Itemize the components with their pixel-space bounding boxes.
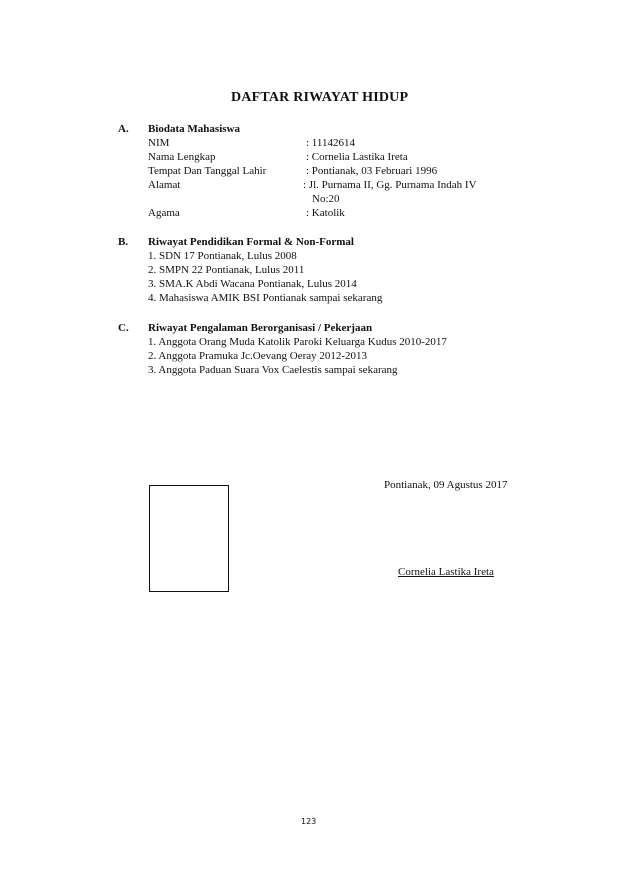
page-number: 123	[301, 817, 317, 826]
section-a-heading: Biodata Mahasiswa	[148, 123, 240, 135]
section-b-heading: Riwayat Pendidikan Formal & Non-Formal	[148, 236, 354, 248]
section-b-letter: B.	[118, 236, 129, 248]
field-value-nim: : 11142614	[306, 137, 355, 149]
field-label-agama: Agama	[148, 207, 180, 219]
list-item: 3. Anggota Paduan Suara Vox Caelestis sampai sekarang	[148, 364, 398, 376]
photo-placeholder	[149, 485, 229, 592]
field-label-ttl: Tempat Dan Tanggal Lahir	[148, 165, 267, 177]
section-a-letter: A.	[118, 123, 129, 135]
section-c-heading: Riwayat Pengalaman Berorganisasi / Pekerjaan	[148, 322, 373, 334]
list-item: 1. Anggota Orang Muda Katolik Paroki Keluarga Kudus 2010-2017	[148, 336, 447, 348]
field-value-alamat-cont: No:20	[312, 193, 340, 205]
field-label-nim: NIM	[148, 137, 170, 149]
field-value-ttl: : Pontianak, 03 Februari 1996	[306, 165, 438, 177]
list-item: 1. SDN 17 Pontianak, Lulus 2008	[148, 250, 297, 262]
list-item: 2. Anggota Pramuka Jc.Oevang Oeray 2012-2013	[148, 350, 368, 362]
field-value-agama: : Katolik	[306, 207, 345, 219]
field-label-alamat: Alamat	[148, 179, 181, 191]
field-value-alamat: : Jl. Purnama II, Gg. Purnama Indah IV	[303, 179, 477, 191]
list-item: 2. SMPN 22 Pontianak, Lulus 2011	[148, 264, 305, 276]
list-item: 4. Mahasiswa AMIK BSI Pontianak sampai sekarang	[148, 292, 383, 304]
field-value-nama: : Cornelia Lastika Ireta	[306, 151, 408, 163]
list-item: 3. SMA.K Abdi Wacana Pontianak, Lulus 2014	[148, 278, 357, 290]
section-c-letter: C.	[118, 322, 129, 334]
signature-name: Cornelia Lastika Ireta	[398, 566, 494, 578]
field-label-nama: Nama Lengkap	[148, 151, 216, 163]
document-title: DAFTAR RIWAYAT HIDUP	[231, 90, 409, 105]
signature-place-date: Pontianak, 09 Agustus 2017	[384, 479, 508, 491]
